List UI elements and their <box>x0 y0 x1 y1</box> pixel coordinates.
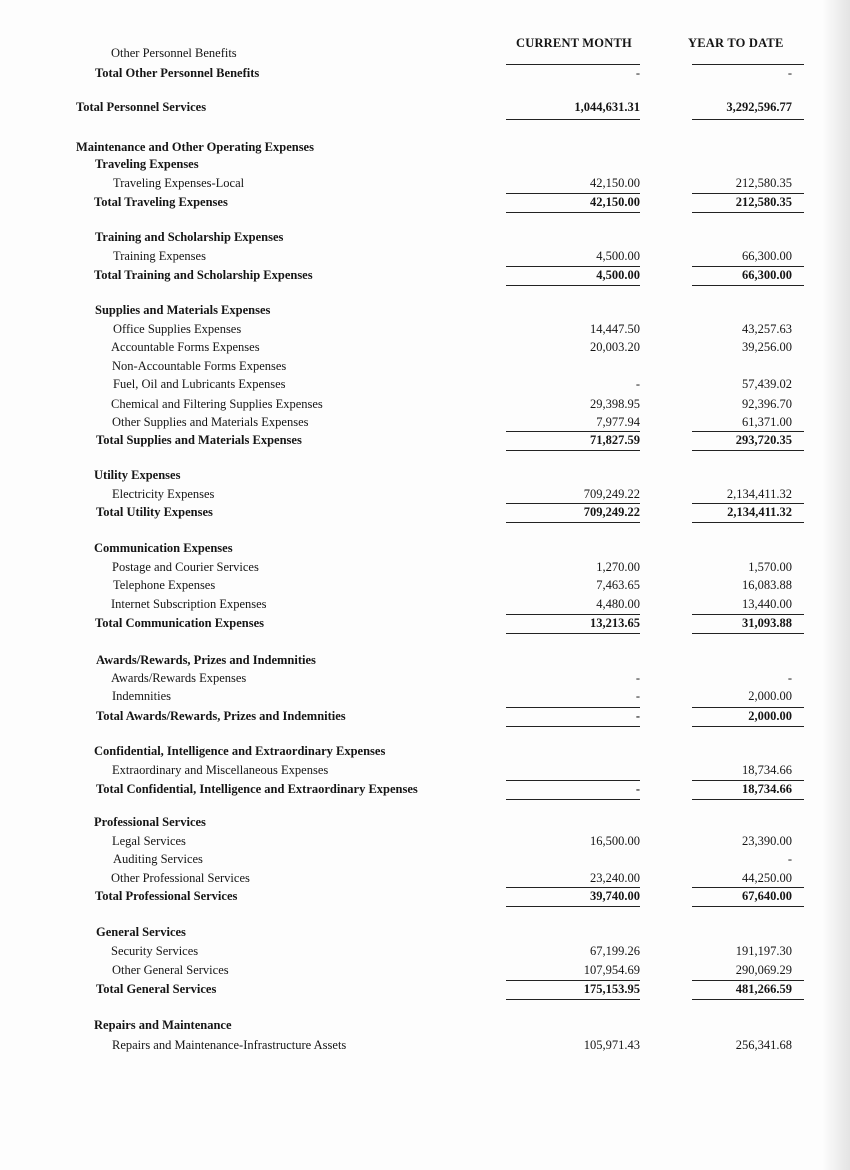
line-item-row <box>0 375 850 393</box>
row-label: Auditing Services <box>113 852 203 866</box>
line-item-row <box>0 813 850 831</box>
year-to-date-value: 18,734.66 <box>742 782 792 796</box>
total-underline <box>692 780 804 781</box>
current-month-value: 7,463.65 <box>596 578 640 592</box>
row-label: Electricity Expenses <box>112 487 215 501</box>
year-to-date-value: 61,371.00 <box>742 415 792 429</box>
line-item-row <box>0 228 850 246</box>
current-month-value: - <box>635 782 640 796</box>
line-item-row <box>0 869 850 887</box>
total-underline <box>506 522 640 523</box>
total-underline <box>506 64 640 65</box>
year-to-date-value: - <box>787 852 792 866</box>
line-item-row <box>0 44 850 62</box>
year-to-date-value: 44,250.00 <box>742 871 792 885</box>
current-month-value: 175,153.95 <box>583 982 640 996</box>
row-label: Non-Accountable Forms Expenses <box>112 359 287 373</box>
total-underline <box>692 450 804 451</box>
current-month-value: 709,249.22 <box>583 505 640 519</box>
total-row <box>0 431 850 449</box>
row-label: Accountable Forms Expenses <box>111 340 260 354</box>
row-label: Total Supplies and Materials Expenses <box>96 433 302 447</box>
row-label: Total Communication Expenses <box>95 616 265 630</box>
line-item-row <box>0 395 850 413</box>
current-month-value: 16,500.00 <box>590 834 640 848</box>
current-month-value: 23,240.00 <box>590 871 640 885</box>
year-to-date-value: 290,069.29 <box>735 963 792 977</box>
line-item-row <box>0 155 850 173</box>
row-label: Other Supplies and Materials Expenses <box>112 415 309 429</box>
total-row <box>0 64 850 82</box>
total-underline <box>506 633 640 634</box>
year-to-date-value: 66,300.00 <box>742 249 792 263</box>
total-underline <box>692 212 804 213</box>
page-edge-shadow <box>822 0 850 1170</box>
row-label: Total General Services <box>96 982 217 996</box>
line-item-row <box>0 923 850 941</box>
year-to-date-value: 18,734.66 <box>742 763 792 777</box>
row-label: Awards/Rewards Expenses <box>111 671 247 685</box>
total-underline <box>692 119 804 120</box>
row-label: Total Professional Services <box>95 889 238 903</box>
year-to-date-value: 2,000.00 <box>748 689 792 703</box>
row-label: Total Training and Scholarship Expenses <box>94 268 313 282</box>
row-label: Maintenance and Other Operating Expenses <box>76 140 314 154</box>
row-label: Security Services <box>111 944 199 958</box>
year-to-date-value: 256,341.68 <box>735 1038 792 1052</box>
year-to-date-value: - <box>787 66 792 80</box>
total-underline <box>506 266 640 267</box>
current-month-header: CURRENT MONTH <box>516 36 632 50</box>
year-to-date-value: 92,396.70 <box>742 397 792 411</box>
year-to-date-value: 2,134,411.32 <box>726 487 792 501</box>
year-to-date-value: 67,640.00 <box>742 889 792 903</box>
row-label: Training Expenses <box>113 249 206 263</box>
row-label: Fuel, Oil and Lubricants Expenses <box>113 377 286 391</box>
total-underline <box>692 266 804 267</box>
total-underline <box>692 906 804 907</box>
total-underline <box>506 780 640 781</box>
year-to-date-value: 2,000.00 <box>748 709 792 723</box>
total-underline <box>506 431 640 432</box>
line-item-row <box>0 174 850 192</box>
current-month-value: - <box>635 377 640 391</box>
year-to-date-value: - <box>787 671 792 685</box>
row-label: Other General Services <box>112 963 229 977</box>
total-row <box>0 780 850 798</box>
row-label: Chemical and Filtering Supplies Expenses <box>111 397 323 411</box>
line-item-row <box>0 669 850 687</box>
total-underline <box>506 193 640 194</box>
total-underline <box>506 503 640 504</box>
total-underline <box>692 285 804 286</box>
row-label: Total Utility Expenses <box>96 505 213 519</box>
row-label: Traveling Expenses-Local <box>113 176 245 190</box>
line-item-row <box>0 595 850 613</box>
line-item-row <box>0 338 850 356</box>
line-item-row <box>0 742 850 760</box>
row-label: Legal Services <box>112 834 186 848</box>
line-item-row <box>0 357 850 375</box>
row-label: Traveling Expenses <box>95 157 199 171</box>
total-underline <box>506 726 640 727</box>
total-underline <box>506 450 640 451</box>
total-underline <box>692 503 804 504</box>
section-row <box>0 98 850 116</box>
row-label: Postage and Courier Services <box>112 560 259 574</box>
current-month-value: 67,199.26 <box>590 944 640 958</box>
total-underline <box>692 887 804 888</box>
line-item-row <box>0 466 850 484</box>
row-label: Awards/Rewards, Prizes and Indemnities <box>96 653 316 667</box>
current-month-value: 42,150.00 <box>590 176 640 190</box>
year-to-date-value: 481,266.59 <box>735 982 792 996</box>
row-label: Telephone Expenses <box>113 578 216 592</box>
line-item-row <box>0 687 850 705</box>
row-label: Internet Subscription Expenses <box>111 597 267 611</box>
section-row <box>0 138 850 156</box>
row-label: Repairs and Maintenance <box>94 1018 232 1032</box>
row-label: Professional Services <box>94 815 206 829</box>
line-item-row <box>0 247 850 265</box>
row-label: Confidential, Intelligence and Extraordinary Expenses <box>94 744 386 758</box>
current-month-value: 105,971.43 <box>583 1038 640 1052</box>
year-to-date-value: 1,570.00 <box>748 560 792 574</box>
current-month-value: - <box>635 689 640 703</box>
total-underline <box>506 799 640 800</box>
year-to-date-value: 212,580.35 <box>735 176 792 190</box>
year-to-date-value: 16,083.88 <box>742 578 792 592</box>
line-item-row <box>0 850 850 868</box>
line-item-row <box>0 1016 850 1034</box>
year-to-date-value: 293,720.35 <box>735 433 792 447</box>
year-to-date-value: 66,300.00 <box>742 268 792 282</box>
total-underline <box>692 431 804 432</box>
total-row <box>0 707 850 725</box>
total-underline <box>692 726 804 727</box>
line-item-row <box>0 413 850 431</box>
year-to-date-value: 57,439.02 <box>742 377 792 391</box>
current-month-value: 4,480.00 <box>596 597 640 611</box>
current-month-value: 13,213.65 <box>590 616 640 630</box>
row-label: Other Personnel Benefits <box>111 46 237 60</box>
line-item-row <box>0 761 850 779</box>
total-underline <box>692 614 804 615</box>
row-label: Total Other Personnel Benefits <box>95 66 260 80</box>
current-month-value: 7,977.94 <box>596 415 640 429</box>
current-month-value: 107,954.69 <box>583 963 640 977</box>
total-underline <box>506 614 640 615</box>
line-item-row <box>0 558 850 576</box>
line-item-row <box>0 651 850 669</box>
row-label: Total Personnel Services <box>76 100 207 114</box>
current-month-value: - <box>635 66 640 80</box>
year-to-date-header: YEAR TO DATE <box>688 36 784 50</box>
year-to-date-value: 43,257.63 <box>742 322 792 336</box>
total-underline <box>692 999 804 1000</box>
total-row <box>0 503 850 521</box>
year-to-date-value: 39,256.00 <box>742 340 792 354</box>
year-to-date-value: 191,197.30 <box>735 944 792 958</box>
year-to-date-value: 3,292,596.77 <box>726 100 792 114</box>
line-item-row <box>0 1036 850 1054</box>
current-month-value: 4,500.00 <box>596 249 640 263</box>
current-month-value: 42,150.00 <box>590 195 640 209</box>
row-label: General Services <box>96 925 186 939</box>
total-underline <box>506 980 640 981</box>
year-to-date-value: 212,580.35 <box>735 195 792 209</box>
total-underline <box>506 906 640 907</box>
row-label: Training and Scholarship Expenses <box>95 230 284 244</box>
current-month-value: 1,044,631.31 <box>574 100 640 114</box>
line-item-row <box>0 539 850 557</box>
row-label: Supplies and Materials Expenses <box>95 303 271 317</box>
row-label: Repairs and Maintenance-Infrastructure Assets <box>112 1038 347 1052</box>
row-label: Communication Expenses <box>94 541 233 555</box>
total-underline <box>506 119 640 120</box>
row-label: Total Confidential, Intelligence and Extraordinary Expenses <box>96 782 418 796</box>
total-underline <box>692 799 804 800</box>
current-month-value: 1,270.00 <box>596 560 640 574</box>
total-row <box>0 193 850 211</box>
year-to-date-value: 13,440.00 <box>742 597 792 611</box>
total-underline <box>506 707 640 708</box>
current-month-value: 20,003.20 <box>590 340 640 354</box>
line-item-row <box>0 320 850 338</box>
current-month-value: 14,447.50 <box>590 322 640 336</box>
total-row <box>0 614 850 632</box>
row-label: Indemnities <box>112 689 172 703</box>
current-month-value: 71,827.59 <box>590 433 640 447</box>
line-item-row <box>0 576 850 594</box>
total-underline <box>506 999 640 1000</box>
line-item-row <box>0 832 850 850</box>
current-month-value: 709,249.22 <box>583 487 640 501</box>
total-underline <box>692 707 804 708</box>
row-label: Other Professional Services <box>111 871 250 885</box>
total-underline <box>506 212 640 213</box>
line-item-row <box>0 301 850 319</box>
line-item-row <box>0 942 850 960</box>
total-underline <box>692 522 804 523</box>
current-month-value: - <box>635 709 640 723</box>
year-to-date-value: 2,134,411.32 <box>727 505 792 519</box>
year-to-date-value: 31,093.88 <box>742 616 792 630</box>
total-underline <box>692 64 804 65</box>
current-month-value: 39,740.00 <box>590 889 640 903</box>
row-label: Utility Expenses <box>94 468 181 482</box>
total-underline <box>506 887 640 888</box>
total-row <box>0 266 850 284</box>
row-label: Total Traveling Expenses <box>94 195 228 209</box>
total-row <box>0 887 850 905</box>
row-label: Total Awards/Rewards, Prizes and Indemnities <box>96 709 346 723</box>
year-to-date-value: 23,390.00 <box>742 834 792 848</box>
line-item-row <box>0 961 850 979</box>
row-label: Office Supplies Expenses <box>113 322 242 336</box>
total-underline <box>692 193 804 194</box>
total-underline <box>692 980 804 981</box>
total-underline <box>506 285 640 286</box>
line-item-row <box>0 485 850 503</box>
current-month-value: 29,398.95 <box>590 397 640 411</box>
total-underline <box>692 633 804 634</box>
current-month-value: 4,500.00 <box>596 268 640 282</box>
row-label: Extraordinary and Miscellaneous Expenses <box>112 763 329 777</box>
current-month-value: - <box>635 671 640 685</box>
total-row <box>0 980 850 998</box>
